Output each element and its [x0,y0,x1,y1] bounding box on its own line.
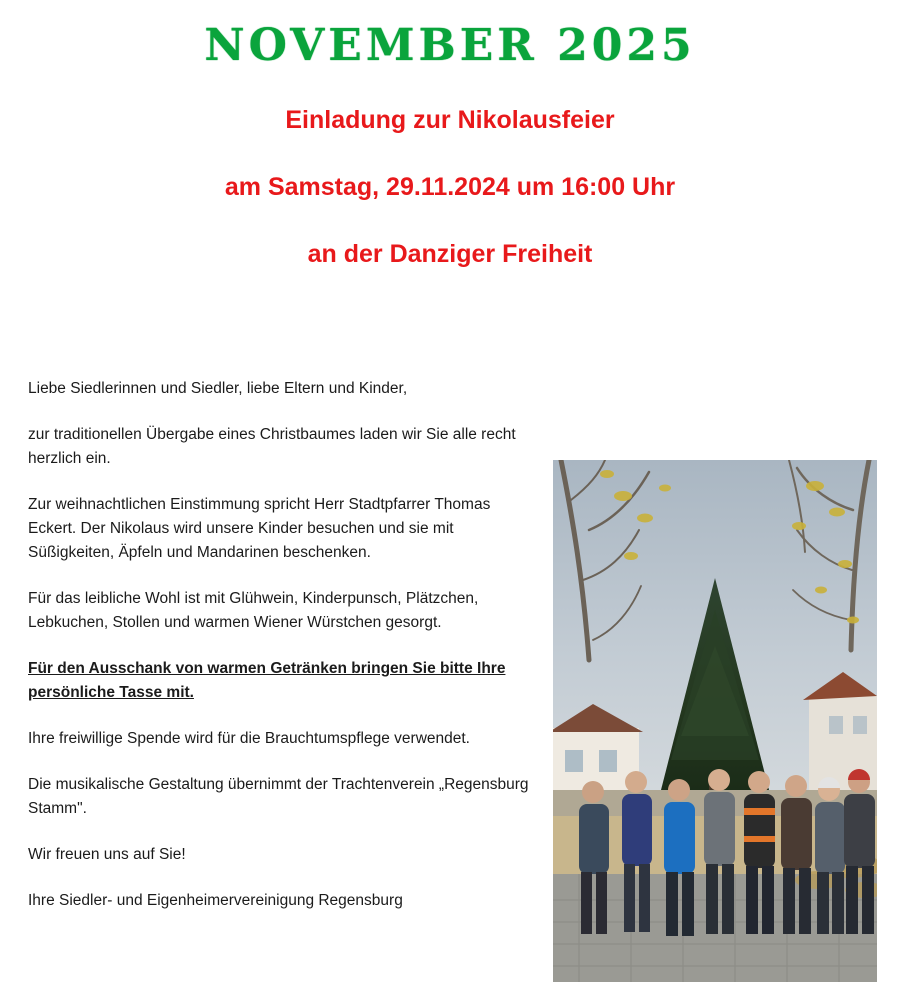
paragraph-bring-cup-notice: Für den Ausschank von warmen Getränken bringen Sie bitte Ihre persönliche Tasse mit. [28,660,506,702]
paragraph-invitation: zur traditionellen Übergabe eines Christbaumes laden wir Sie alle recht herzlich ein. [28,426,516,468]
salutation: Liebe Siedlerinnen und Siedler, liebe Eltern und Kinder, [28,380,408,397]
body-text [28,377,540,913]
invitation-block [0,108,900,267]
paragraph-donation: Ihre freiwillige Spende wird für die Brauchtumspflege verwendet. [28,730,470,748]
paragraph-program: Zur weihnachtlichen Einstimmung spricht Herr Stadtpfarrer Thomas Eckert. Der Nikolaus wird unsere Kinder besuchen und sie mit Süßigkeiten, Äpfeln und Mandarinen beschenken. [28,496,491,562]
paragraph-music: Die musikalische Gestaltung übernimmt der Trachtenverein „Regensburg Stamm". [28,776,529,818]
invitation-line-1: Einladung zur Nikolausfeier [285,106,615,135]
invitation-line-3: an der Danziger Freiheit [307,240,593,269]
signature: Ihre Siedler- und Eigenheimervereinigung Regensburg [28,892,403,910]
paragraph-closing: Wir freuen uns auf Sie! [28,846,186,864]
flyer-page [0,22,900,997]
paragraph-refreshments: Für das leibliche Wohl ist mit Glühwein, Kinderpunsch, Plätzchen, Lebkuchen, Stollen und warmen Wiener Würstchen gesorgt. [28,590,479,632]
group-photo [553,460,877,982]
invitation-line-2: am Samstag, 29.11.2024 um 16:00 Uhr [224,173,676,202]
page-title: NOVEMBER 2025 [204,20,696,71]
